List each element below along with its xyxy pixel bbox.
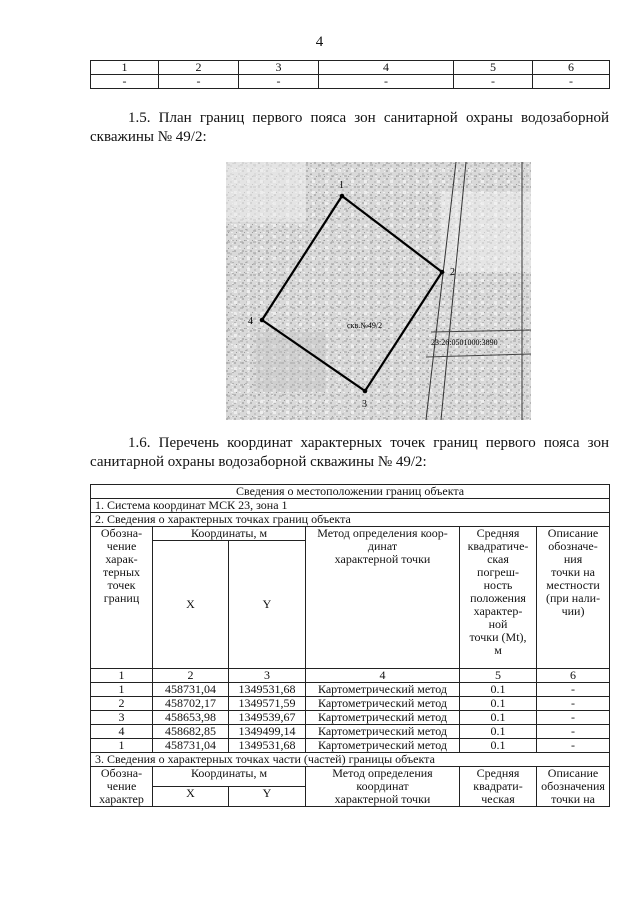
col-number: 4	[306, 669, 460, 683]
description: -	[537, 697, 610, 711]
boundary-point-2	[440, 270, 445, 275]
header-description: Описание обозначе- ния точки на местности (при нали- чии)	[537, 527, 610, 669]
description: -	[537, 711, 610, 725]
part-header-coordinates: Координаты, м	[153, 767, 306, 787]
coord-y: 1349499,14	[229, 725, 306, 739]
header-designation: Обозна- чение харак- терных точек границ	[91, 527, 153, 669]
section-1-5-heading: 1.5. План границ первого пояса зон санитарной охраны водозаборной скважины № 49/2:	[90, 110, 609, 145]
col-number: 2	[153, 669, 229, 683]
table-title: Сведения о местоположении границ объекта	[91, 485, 610, 499]
coord-y: 1349531,68	[229, 683, 306, 697]
header-y: Y	[229, 541, 306, 669]
cell: -	[91, 75, 159, 89]
cell: -	[239, 75, 319, 89]
coord-x: 458731,04	[153, 739, 229, 753]
rms-error: 0.1	[460, 725, 537, 739]
method: Картометрический метод	[306, 739, 460, 753]
method: Картометрический метод	[306, 697, 460, 711]
part-header-designation: Обозна- чение характер	[91, 767, 153, 807]
continuation-row	[91, 75, 610, 89]
page-number: 4	[315, 34, 324, 50]
method: Картометрический метод	[306, 683, 460, 697]
point-number: 3	[91, 711, 153, 725]
continuation-table	[90, 60, 610, 89]
cell: -	[454, 75, 533, 89]
point-number: 2	[91, 697, 153, 711]
cell: -	[159, 75, 239, 89]
boundary-point-1	[340, 194, 345, 199]
section-1-6-heading: 1.6. Перечень координат характерных точек границ первого пояса зон санитарной охраны водозаборной скважины № 49/2:	[90, 435, 609, 470]
part-points-info-row: 3. Сведения о характерных точках части (частей) границы объекта	[91, 753, 610, 767]
point-label-2: 2	[450, 267, 455, 278]
points-info-row: 2. Сведения о характерных точках границ объекта	[91, 513, 610, 527]
col-header: 6	[533, 61, 610, 75]
table-row	[91, 683, 610, 697]
boundary-plan-map	[226, 162, 531, 420]
boundary-point-3	[363, 389, 368, 394]
rms-error: 0.1	[460, 711, 537, 725]
table-row	[91, 739, 610, 753]
description: -	[537, 739, 610, 753]
col-header: 3	[239, 61, 319, 75]
col-header: 4	[319, 61, 454, 75]
part-header-method: Метод определения координат характерной точки	[306, 767, 460, 807]
well-label: скв.№49/2	[347, 321, 383, 330]
coord-x: 458702,17	[153, 697, 229, 711]
rms-error: 0.1	[460, 739, 537, 753]
point-label-3: 3	[362, 399, 367, 410]
coord-y: 1349539,67	[229, 711, 306, 725]
header-method: Метод определения коор- динат характерной точки	[306, 527, 460, 669]
method: Картометрический метод	[306, 711, 460, 725]
col-number: 1	[91, 669, 153, 683]
point-number: 4	[91, 725, 153, 739]
header-x: X	[153, 541, 229, 669]
column-number-row	[91, 669, 610, 683]
header-rms-error: Средняя квадратиче- ская погреш- ность положения характер- ной точки (Mt), м	[460, 527, 537, 669]
col-number: 3	[229, 669, 306, 683]
col-number: 5	[460, 669, 537, 683]
table-row	[91, 697, 610, 711]
coordinate-system-row: 1. Система координат МСК 23, зона 1	[91, 499, 610, 513]
cell: -	[533, 75, 610, 89]
cell: -	[319, 75, 454, 89]
coord-x: 458731,04	[153, 683, 229, 697]
point-label-1: 1	[339, 180, 344, 191]
point-number: 1	[91, 683, 153, 697]
col-header: 1	[91, 61, 159, 75]
point-number: 1	[91, 739, 153, 753]
table-row	[91, 711, 610, 725]
coord-y: 1349531,68	[229, 739, 306, 753]
boundary-point-4	[260, 318, 265, 323]
rms-error: 0.1	[460, 683, 537, 697]
coord-y: 1349571,59	[229, 697, 306, 711]
continuation-header-row	[91, 61, 610, 75]
part-header-y: Y	[229, 787, 306, 807]
description: -	[537, 683, 610, 697]
col-number: 6	[537, 669, 610, 683]
col-header: 5	[454, 61, 533, 75]
coordinates-table	[90, 484, 610, 807]
parcel-number-label: 23:26:0501000:3890	[431, 338, 498, 347]
description: -	[537, 725, 610, 739]
coord-x: 458682,85	[153, 725, 229, 739]
rms-error: 0.1	[460, 697, 537, 711]
part-header-description: Описание обозначения точки на	[537, 767, 610, 807]
part-header-x: X	[153, 787, 229, 807]
coord-x: 458653,98	[153, 711, 229, 725]
table-row	[91, 725, 610, 739]
header-coordinates: Координаты, м	[153, 527, 306, 541]
col-header: 2	[159, 61, 239, 75]
method: Картометрический метод	[306, 725, 460, 739]
point-label-4: 4	[248, 316, 253, 327]
part-header-rms-error: Средняя квадрати- ческая	[460, 767, 537, 807]
